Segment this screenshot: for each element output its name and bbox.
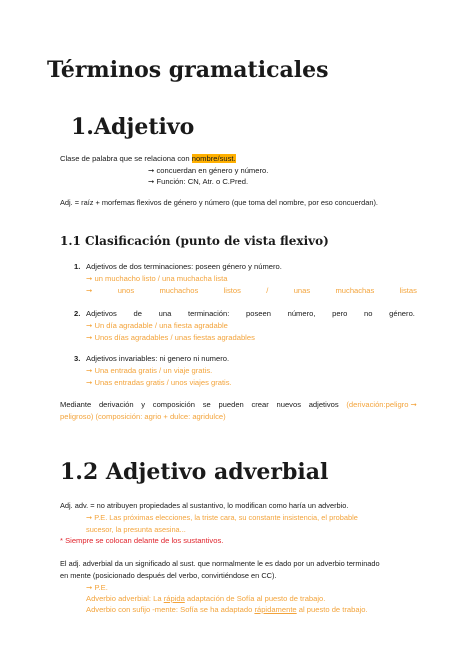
subsection-heading-clasificacion: 1.1 Clasificación (punto de vista flexivo): [60, 234, 329, 248]
word: número,: [287, 309, 316, 318]
list-number-1: 1.: [74, 262, 81, 271]
word: poseen: [246, 309, 271, 318]
list-item-2-example-1: ➞ Un día agradable / una fiesta agradable: [86, 321, 228, 330]
word: muchachas: [335, 286, 375, 295]
word: no: [364, 309, 373, 318]
word: y: [141, 400, 146, 409]
list-item-1-example-2: [86, 286, 417, 296]
section-heading-adjetivo: 1.Adjetivo: [71, 114, 195, 140]
list-item-3-example-1: ➞ Una entrada gratis / un viaje gratis.: [86, 366, 213, 375]
word: nuevos: [276, 400, 301, 409]
placement-note: * Siempre se colocan delante de los sustantivos.: [60, 536, 224, 545]
definition-line: [60, 154, 236, 164]
word: unos: [117, 286, 135, 295]
arrow-concuerdan: ➞ concuerdan en género y número.: [148, 166, 269, 175]
formula-line: Adj. = raíz + morfemas flexivos de género y número (que toma del nombre, por eso concuerdan).: [60, 198, 378, 207]
underlined-word-rapidamente: rápidamente: [254, 605, 297, 614]
derivation-example-start: (derivación:peligro ➞: [346, 400, 417, 409]
page-title: Términos gramaticales: [47, 57, 329, 83]
word: unas: [293, 286, 311, 295]
list-item-3-text: Adjetivos invariables: ni genero ni numero.: [86, 354, 230, 363]
list-item-1-example-1: ➞ un muchacho listo / una muchacha lista: [86, 274, 228, 283]
section-heading-adjetivo-adverbial: 1.2 Adjetivo adverbial: [60, 459, 329, 485]
word: ➞: [86, 286, 93, 295]
example-suffix: al puesto de trabajo.: [296, 605, 368, 614]
word: muchachos: [159, 286, 199, 295]
word: Adjetivos: [86, 309, 117, 318]
word: una: [158, 309, 172, 318]
example-suffix: adaptación de Sofía al puesto de trabajo.: [184, 594, 326, 603]
arrow-funcion: ➞ Función: CN, Atr. o C.Pred.: [148, 177, 249, 186]
definition-text: Clase de palabra que se relaciona con: [60, 154, 192, 163]
pe-examples-line-1: ➞ P.E. Las próximas elecciones, la triste cara, su constante insistencia, el probable: [86, 513, 358, 522]
underlined-word-rapida: rápida: [163, 594, 185, 603]
word: composición: [152, 400, 195, 409]
word: adjetivos: [308, 400, 339, 409]
word: terminación:: [187, 309, 230, 318]
example-mente: [86, 605, 368, 615]
list-item-1-text: Adjetivos de dos terminaciones: poseen género y número.: [86, 262, 282, 271]
example-prefix: Adverbio con sufijo -mente: Sofía se ha adaptado: [86, 605, 255, 614]
list-item-2-example-2: ➞ Unos días agradables / unas fiestas agradables: [86, 333, 255, 342]
word: género.: [389, 309, 415, 318]
word: listos: [223, 286, 241, 295]
list-item-2-text: [86, 309, 415, 319]
example-prefix: Adverbio adverbial: La: [86, 594, 164, 603]
word: crear: [251, 400, 269, 409]
derivation-paragraph-line-2: peligroso) (composición: agrio + dulce: agridulce): [60, 412, 226, 421]
word: pueden: [218, 400, 244, 409]
list-item-3-example-2: ➞ Unas entradas gratis / unos viajes gratis.: [86, 378, 232, 387]
adverbial-paragraph-line-2: en mente (posicionado después del verbo, convirtiéndose en CC).: [60, 571, 277, 580]
word: derivación: [98, 400, 134, 409]
derivation-paragraph-line-1: [60, 400, 417, 410]
example-adverbial: [86, 594, 325, 604]
adverbial-definition: Adj. adv. = no atribuyen propiedades al sustantivo, lo modifican como haría un adverbio.: [60, 501, 349, 510]
word: Mediante: [60, 400, 92, 409]
list-number-3: 3.: [74, 354, 81, 363]
pe-label: ➞ P.E.: [86, 583, 108, 592]
pe-examples-line-2: sucesor, la presunta asesina...: [86, 525, 186, 534]
word: listas: [399, 286, 417, 295]
word: pero: [332, 309, 348, 318]
word: se: [202, 400, 211, 409]
highlight-nombre: nombre/sust.: [191, 154, 236, 163]
adverbial-paragraph-line-1: El adj. adverbial da un significado al sust. que normalmente le es dado por un adverbio terminado: [60, 559, 380, 568]
word: /: [266, 286, 269, 295]
word: de: [133, 309, 142, 318]
list-number-2: 2.: [74, 309, 81, 318]
